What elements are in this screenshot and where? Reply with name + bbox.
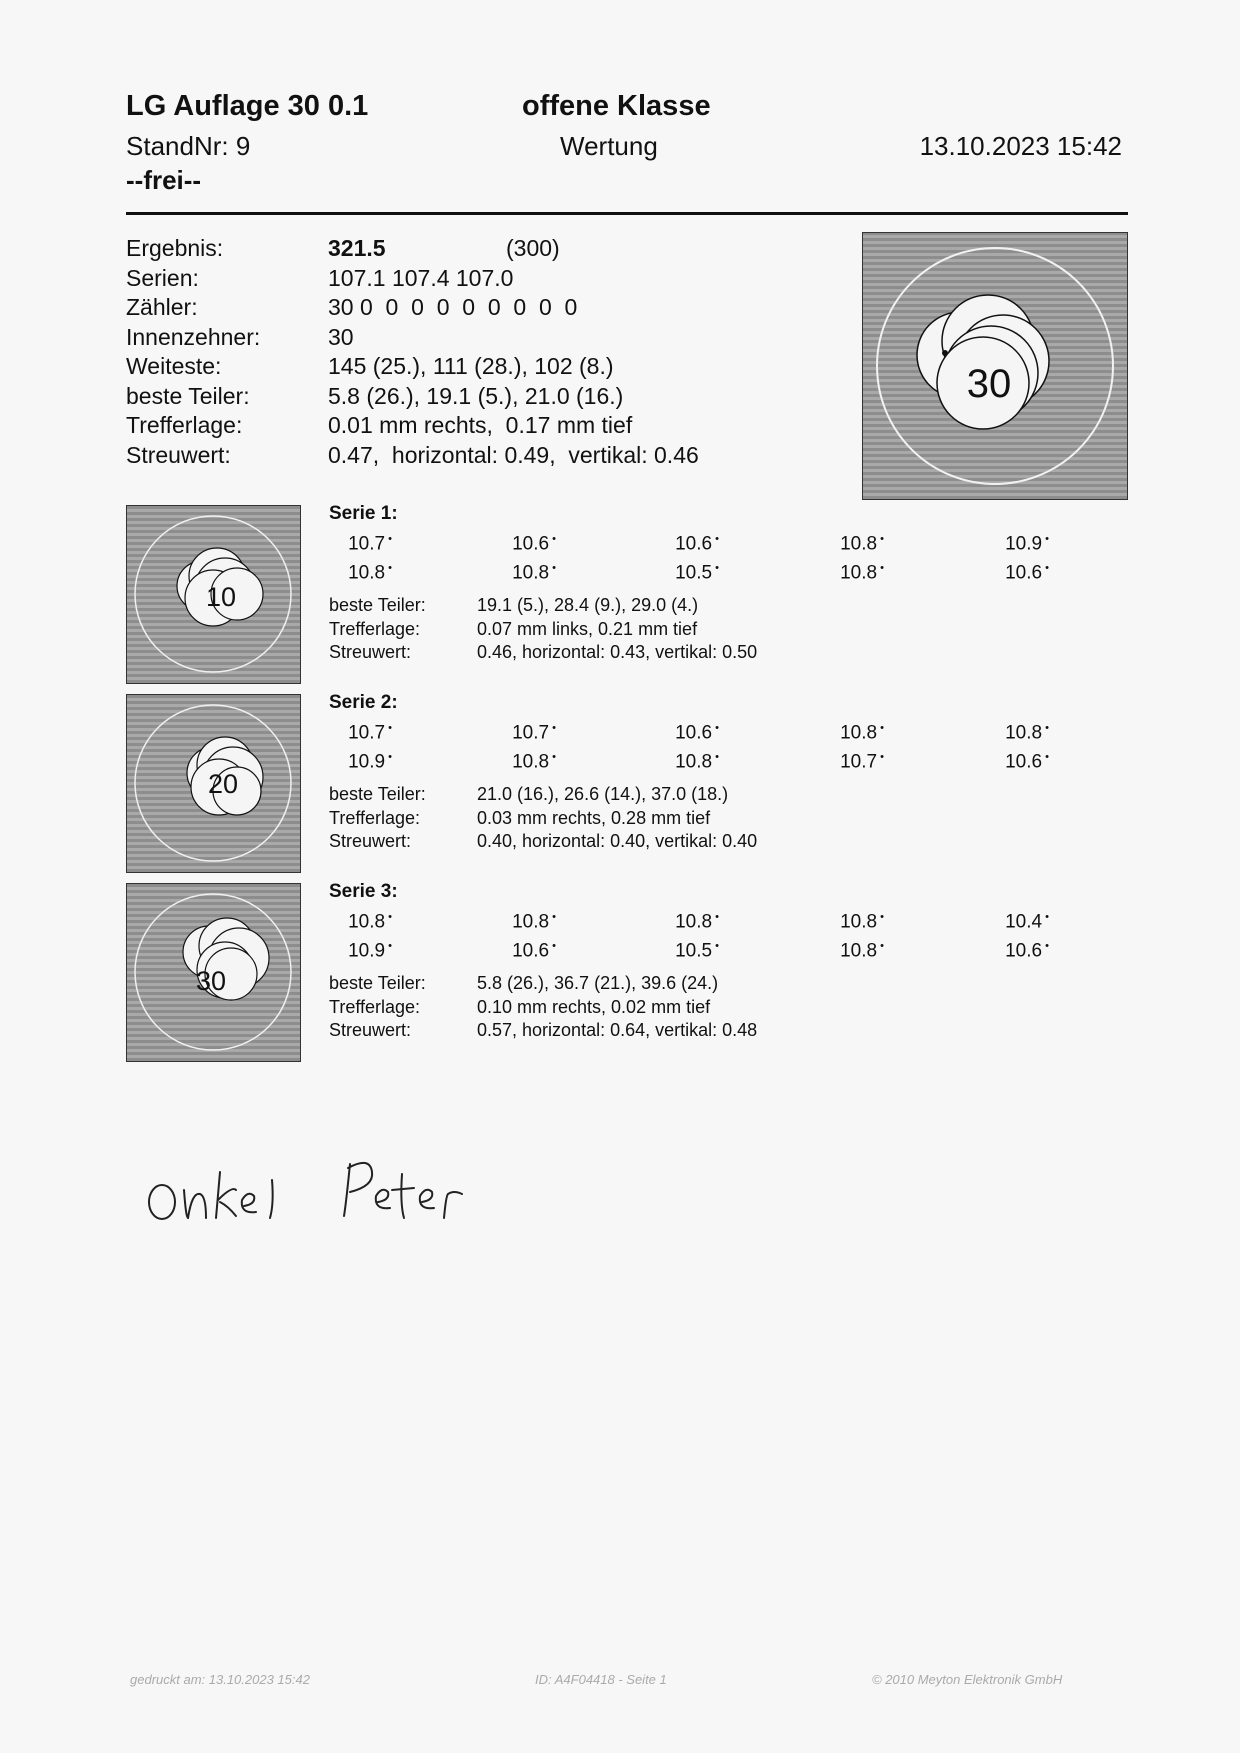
inner-ten-marker-icon: • xyxy=(715,751,719,763)
shot-value xyxy=(840,533,884,555)
shot-value xyxy=(1005,911,1049,933)
summary-label: Innenzehner: xyxy=(126,323,261,350)
inner-ten-marker-icon: • xyxy=(552,940,556,952)
serie-detail-value: 5.8 (26.), 36.7 (21.), 39.6 (24.) xyxy=(477,973,719,993)
serie-detail-value: 21.0 (16.), 26.6 (14.), 37.0 (18.) xyxy=(477,784,729,804)
inner-ten-marker-icon: • xyxy=(1045,533,1049,545)
serie-detail-label: Trefferlage: xyxy=(329,618,421,639)
inner-ten-marker-icon: • xyxy=(388,940,392,952)
shot-value xyxy=(348,562,392,584)
shot-value xyxy=(512,562,556,584)
inner-ten-marker-icon: • xyxy=(715,911,719,923)
main-target-count: 30 xyxy=(966,362,1012,406)
shot-score: 10.8 xyxy=(512,562,550,584)
serie-detail-label: beste Teiler: xyxy=(329,973,426,993)
summary-label: Ergebnis: xyxy=(126,235,224,261)
inner-ten-marker-icon: • xyxy=(388,722,392,734)
inner-ten-marker-icon: • xyxy=(880,562,884,574)
summary-label: Serien: xyxy=(126,264,199,291)
shot-score: 10.5 xyxy=(675,940,713,962)
shot-score: 10.8 xyxy=(840,533,878,555)
shot-value xyxy=(840,940,884,962)
inner-ten-marker-icon: • xyxy=(880,722,884,734)
inner-ten-marker-icon: • xyxy=(1045,911,1049,923)
serie-detail-label: Streuwert: xyxy=(329,1020,412,1040)
stand-number: StandNr: 9 xyxy=(126,131,251,161)
summary-value: 30 xyxy=(328,323,354,350)
inner-ten-marker-icon: • xyxy=(1045,722,1049,734)
inner-ten-marker-icon: • xyxy=(1045,940,1049,952)
shot-score: 10.8 xyxy=(840,911,878,933)
summary-value: 5.8 (26.), 19.1 (5.), 21.0 (16.) xyxy=(328,382,624,409)
summary-value: 321.5 xyxy=(328,235,386,261)
shot-score: 10.6 xyxy=(675,533,713,555)
shot-score: 10.8 xyxy=(840,722,878,744)
serie-detail-label: Streuwert: xyxy=(329,831,412,851)
date-time: 13.10.2023 15:42 xyxy=(919,131,1122,161)
shot-score: 10.8 xyxy=(840,562,878,584)
shot-value xyxy=(840,722,884,744)
shot-value xyxy=(675,722,719,744)
summary-value: 107.1 107.4 107.0 xyxy=(328,264,514,291)
serie-target-count: 10 xyxy=(205,582,237,612)
shot-score: 10.8 xyxy=(512,911,550,933)
shot-score: 10.4 xyxy=(1005,911,1043,933)
serie-detail-value: 0.07 mm links, 0.21 mm tief xyxy=(477,618,698,639)
shot-value xyxy=(1005,562,1049,584)
shot-value xyxy=(348,911,392,933)
summary-label: beste Teiler: xyxy=(126,382,250,409)
serie-target-count: 20 xyxy=(207,769,239,799)
shot-score: 10.9 xyxy=(1005,533,1043,555)
shot-score: 10.8 xyxy=(840,940,878,962)
shot-value xyxy=(1005,751,1049,773)
shot-value xyxy=(840,562,884,584)
summary-label: Trefferlage: xyxy=(126,412,243,438)
inner-ten-marker-icon: • xyxy=(880,533,884,545)
shot-score: 10.6 xyxy=(512,533,550,555)
inner-ten-marker-icon: • xyxy=(715,940,719,952)
serie-detail-label: beste Teiler: xyxy=(329,595,426,615)
inner-ten-marker-icon: • xyxy=(880,940,884,952)
footer-printed: gedruckt am: 13.10.2023 15:42 xyxy=(130,1672,310,1687)
inner-ten-marker-icon: • xyxy=(715,533,719,545)
handwritten-signature xyxy=(140,1150,520,1240)
shot-score: 10.8 xyxy=(675,751,713,773)
shot-score: 10.7 xyxy=(348,722,386,744)
shot-score: 10.6 xyxy=(1005,940,1043,962)
shot-score: 10.8 xyxy=(512,751,550,773)
shot-value xyxy=(1005,533,1049,555)
shot-score: 10.6 xyxy=(512,940,550,962)
summary-label: Streuwert: xyxy=(126,441,231,468)
shot-score: 10.7 xyxy=(348,533,386,555)
shot-value xyxy=(675,562,719,584)
shot-value xyxy=(348,940,392,962)
shot-score: 10.5 xyxy=(675,562,713,584)
serie-detail-label: Trefferlage: xyxy=(329,996,421,1017)
serie-detail-value: 0.10 mm rechts, 0.02 mm tief xyxy=(477,996,711,1017)
shot-score: 10.7 xyxy=(512,722,550,744)
shot-score: 10.6 xyxy=(1005,751,1043,773)
shot-score: 10.8 xyxy=(348,562,386,584)
inner-ten-marker-icon: • xyxy=(880,911,884,923)
shot-value xyxy=(348,722,392,744)
inner-ten-marker-icon: • xyxy=(552,751,556,763)
shot-value xyxy=(512,533,556,555)
serie-detail-label: Streuwert: xyxy=(329,642,412,662)
shot-value xyxy=(512,751,556,773)
serie-detail-label: Trefferlage: xyxy=(329,807,421,828)
shot-score: 10.8 xyxy=(348,911,386,933)
class-title: offene Klasse xyxy=(522,90,711,122)
serie-title: Serie 1: xyxy=(329,503,398,524)
inner-ten-marker-icon: • xyxy=(1045,562,1049,574)
shot-value xyxy=(840,751,884,773)
shot-value xyxy=(675,533,719,555)
serie-title: Serie 2: xyxy=(329,692,398,713)
shot-value xyxy=(1005,940,1049,962)
serie-detail-value: 0.57, horizontal: 0.64, vertikal: 0.48 xyxy=(477,1020,758,1040)
footer-copyright: © 2010 Meyton Elektronik GmbH xyxy=(872,1672,1063,1687)
summary-extra: (300) xyxy=(506,235,560,261)
shot-value xyxy=(675,911,719,933)
wertung-label: Wertung xyxy=(560,131,658,161)
shot-value xyxy=(675,751,719,773)
discipline-title: LG Auflage 30 0.1 xyxy=(126,90,369,122)
serie-detail-value: 0.40, horizontal: 0.40, vertikal: 0.40 xyxy=(477,831,758,851)
serie-detail-label: beste Teiler: xyxy=(329,784,426,804)
shot-score: 10.8 xyxy=(675,911,713,933)
shot-value xyxy=(348,533,392,555)
serie-title: Serie 3: xyxy=(329,881,398,902)
shot-score: 10.6 xyxy=(1005,562,1043,584)
header-divider xyxy=(126,212,1128,215)
shot-value xyxy=(512,911,556,933)
summary-value: 0.01 mm rechts, 0.17 mm tief xyxy=(328,412,633,438)
shot-score: 10.6 xyxy=(675,722,713,744)
summary-value: 145 (25.), 111 (28.), 102 (8.) xyxy=(328,353,614,379)
serie-target-image xyxy=(126,883,301,1062)
inner-ten-marker-icon: • xyxy=(552,533,556,545)
shot-value xyxy=(840,911,884,933)
shooter-name: --frei-- xyxy=(126,165,202,195)
serie-target-image xyxy=(126,694,301,873)
inner-ten-marker-icon: • xyxy=(880,751,884,763)
serie-target-count: 30 xyxy=(195,966,227,996)
summary-label: Zähler: xyxy=(126,294,198,320)
footer-id: ID: A4F04418 - Seite 1 xyxy=(535,1672,667,1687)
inner-ten-marker-icon: • xyxy=(552,911,556,923)
summary-value: 0.47, horizontal: 0.49, vertikal: 0.46 xyxy=(328,441,699,468)
serie-detail-value: 0.03 mm rechts, 0.28 mm tief xyxy=(477,807,711,828)
shot-score: 10.7 xyxy=(840,751,878,773)
inner-ten-marker-icon: • xyxy=(715,562,719,574)
inner-ten-marker-icon: • xyxy=(552,722,556,734)
inner-ten-marker-icon: • xyxy=(552,562,556,574)
shot-value xyxy=(1005,722,1049,744)
shot-value xyxy=(348,751,392,773)
inner-ten-marker-icon: • xyxy=(388,911,392,923)
shot-value xyxy=(512,940,556,962)
shot-value xyxy=(675,940,719,962)
inner-ten-marker-icon: • xyxy=(715,722,719,734)
serie-detail-value: 0.46, horizontal: 0.43, vertikal: 0.50 xyxy=(477,642,758,662)
main-target-image xyxy=(862,232,1128,500)
shot-value xyxy=(512,722,556,744)
inner-ten-marker-icon: • xyxy=(388,562,392,574)
shot-score: 10.8 xyxy=(1005,722,1043,744)
inner-ten-marker-icon: • xyxy=(388,751,392,763)
shot-score: 10.9 xyxy=(348,940,386,962)
summary-value: 30 0 0 0 0 0 0 0 0 0 xyxy=(328,294,578,320)
inner-ten-marker-icon: • xyxy=(1045,751,1049,763)
summary-label: Weiteste: xyxy=(126,353,222,379)
serie-detail-value: 19.1 (5.), 28.4 (9.), 29.0 (4.) xyxy=(477,595,699,615)
serie-target-image xyxy=(126,505,301,684)
shot-score: 10.9 xyxy=(348,751,386,773)
inner-ten-marker-icon: • xyxy=(388,533,392,545)
